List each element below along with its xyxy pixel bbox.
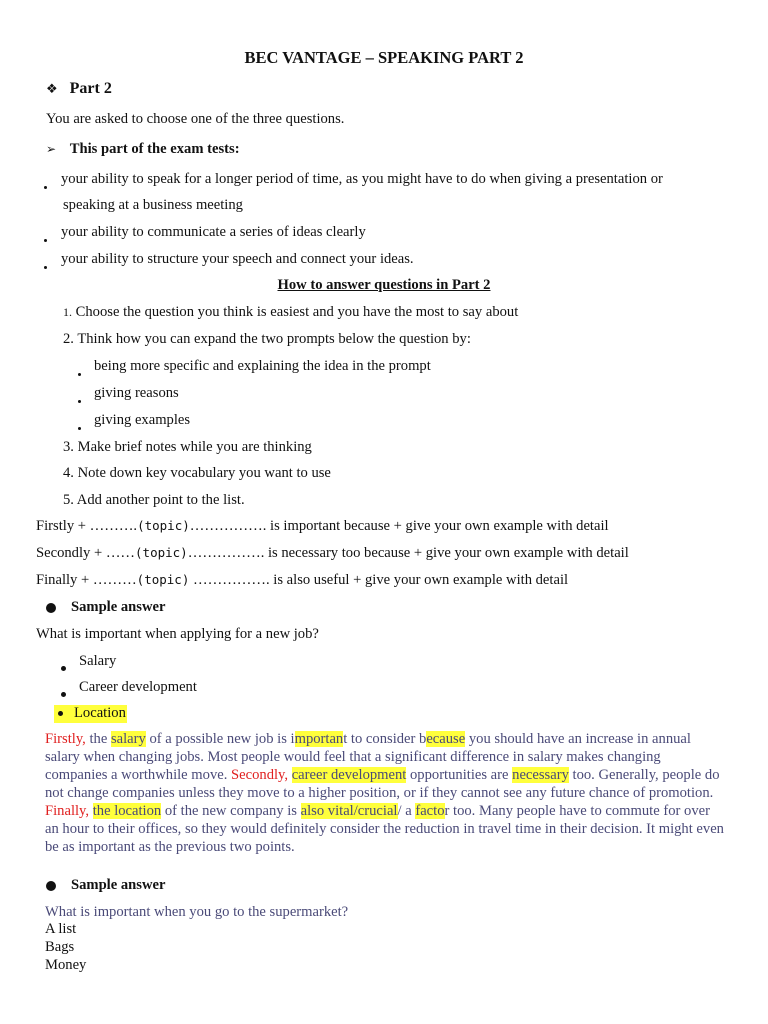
template-lead: Finally + ………: [36, 572, 137, 588]
highlight-important: mportan: [294, 731, 344, 747]
list-bullet: [44, 257, 47, 275]
sample-item: Salary: [79, 653, 117, 669]
round-bullet-icon: [46, 879, 56, 897]
section-heading: Part 2: [69, 80, 112, 97]
text-run: of a possible new job is i: [145, 731, 295, 747]
sample-item: Career development: [79, 679, 197, 695]
step-4: 4. Note down key vocabulary you want to use: [63, 465, 331, 481]
text-run: opportunities are: [406, 767, 513, 783]
list-item: your ability to speak for a longer period of time, as you might have to do when giving a presentation or: [61, 171, 663, 187]
template-dots: …………….: [189, 572, 270, 588]
template-topic: (topic): [137, 518, 190, 533]
tests-heading: This part of the exam tests:: [69, 141, 240, 157]
template-dots: …………….: [189, 518, 267, 534]
linker-secondly: Secondly,: [231, 767, 289, 783]
highlight-location: the location: [92, 803, 162, 819]
sample-heading: Sample answer: [71, 599, 166, 615]
template-rest: is also useful + give your own example with detail: [269, 572, 569, 588]
list-item: speaking at a business meeting: [63, 197, 243, 213]
page-title: BEC VANTAGE – SPEAKING PART 2: [244, 48, 524, 67]
text-run: r too. Many people have to commute for over an hour to their offices, so they would definitely consider the reduction in travel time in their decision. It might even be as important as the previous two points.: [45, 803, 724, 855]
section-heading-row: [46, 79, 112, 98]
text-run: too. Generally, people do not change companies unless they move to a higher position, or if they cannot see any future chance of promotion.: [45, 767, 720, 801]
template-rest: is important because + give your own example with detail: [266, 518, 609, 534]
sample-heading: Sample answer: [71, 877, 166, 893]
step-1: [63, 304, 518, 322]
step-1-text: Choose the question you think is easiest and you have the most to say about: [75, 304, 519, 320]
step-1-number: 1.: [63, 305, 72, 319]
template-row: [36, 572, 568, 590]
linker-finally: Finally,: [45, 803, 90, 819]
howto-heading: How to answer questions in Part 2: [277, 277, 491, 293]
sample-question: What is important when you go to the supermarket?: [45, 904, 349, 920]
sample-item: Bags: [45, 939, 75, 955]
text-run: / a: [397, 803, 416, 819]
list-bullet: [44, 230, 47, 248]
highlight-salary: salary: [110, 731, 146, 747]
tests-heading-row: [46, 141, 240, 159]
template-lead: Secondly + ……: [36, 545, 136, 561]
text-run: t to consider b: [343, 731, 427, 747]
sample-item: A list: [45, 921, 77, 937]
template-row: [36, 518, 609, 536]
sample-item-highlighted: [54, 705, 127, 723]
highlight-factor: facto: [415, 803, 445, 819]
sample-item: Money: [45, 957, 87, 973]
list-bullet: [78, 364, 81, 382]
intro-text: You are asked to choose one of the three questions.: [46, 111, 345, 127]
template-topic: (topic): [135, 545, 188, 560]
template-rest: is necessary too because + give your own example with detail: [264, 545, 629, 561]
list-item: your ability to communicate a series of ideas clearly: [61, 224, 366, 240]
text-run: of the new company is: [161, 803, 301, 819]
template-topic: (topic): [136, 572, 190, 587]
sub-item: giving examples: [94, 412, 191, 428]
list-bullet: [61, 659, 66, 677]
list-bullet: [78, 391, 81, 409]
arrow-bullet-icon: ➢: [46, 142, 57, 156]
list-item: your ability to structure your speech and connect your ideas.: [61, 251, 414, 267]
sub-item: being more specific and explaining the idea in the prompt: [94, 358, 431, 374]
linker-firstly: Firstly,: [45, 731, 86, 747]
text-run: you should have an increase in annual salary when changing jobs. Most people would feel that a significant difference in salary makes changing companies a worthwhile move.: [45, 731, 691, 783]
template-lead: Firstly + ……….: [36, 518, 138, 534]
step-3: 3. Make brief notes while you are thinking: [63, 439, 312, 455]
sample-item: Location: [74, 705, 126, 721]
template-row: [36, 545, 629, 563]
round-bullet-icon: [46, 601, 56, 619]
sample-question: What is important when applying for a new job?: [36, 626, 319, 642]
highlight-necessary: necessary: [512, 767, 569, 783]
list-bullet: [44, 177, 47, 195]
highlight-vital: also vital/crucial: [300, 803, 398, 819]
template-dots: …………….: [187, 545, 265, 561]
diamond-bullet-icon: ❖: [46, 82, 58, 97]
list-bullet: [58, 711, 63, 716]
highlight-because: ecause: [426, 731, 466, 747]
step-2: 2. Think how you can expand the two prompts below the question by:: [63, 331, 471, 347]
step-5: 5. Add another point to the list.: [63, 492, 245, 508]
sub-item: giving reasons: [94, 385, 179, 401]
list-bullet: [78, 418, 81, 436]
sample-paragraph: [45, 730, 725, 856]
text-run: the: [85, 731, 111, 747]
highlight-career: career development: [291, 767, 407, 783]
list-bullet: [61, 685, 66, 703]
